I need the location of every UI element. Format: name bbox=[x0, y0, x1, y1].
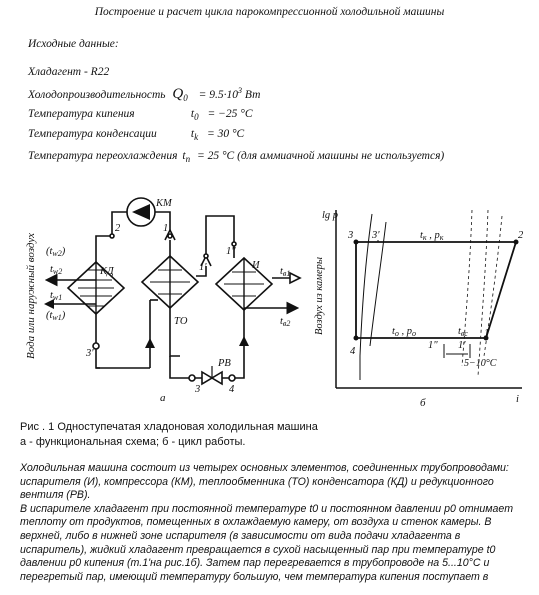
param-cond bbox=[28, 128, 244, 142]
label-pt3: 3 bbox=[348, 230, 354, 241]
figure-caption-line1: Рис . 1 Одноступечатая хладоновая холодильная машина bbox=[20, 421, 318, 433]
label-point-1: 1 bbox=[163, 223, 169, 234]
label-tw1-bracket: (tw1) bbox=[46, 310, 66, 322]
cycle-path bbox=[356, 242, 516, 338]
left-axis-label: Вода или наружный воздух bbox=[25, 233, 37, 359]
label-pt2: 2 bbox=[518, 230, 524, 241]
saturation-liquid-line bbox=[360, 214, 372, 380]
body-line: испарителя (И), компрессора (КМ), теплообменника (ТО) конденсатора (КД) и редукционного bbox=[20, 475, 494, 488]
param-capacity-label: Холодопроизводительность bbox=[28, 89, 166, 101]
body-line: давлении p0 кипения (т.1'на рис.1б). Затем пар перегревается в трубопроводе на 5...10°С и bbox=[20, 557, 490, 570]
label-axis-i: i bbox=[516, 394, 519, 405]
body-line: В испарителе хладагент при постоянной температуре t0 и постоянном давлении p0 отнимает bbox=[20, 502, 514, 515]
body-line: испаритель), жидкий хладагент превращается в сухой насыщенный пар при температуре t0 bbox=[20, 543, 496, 556]
body-line: Холодильная машина состоит из четырех основных элементов, соединенных трубопроводами: bbox=[20, 462, 509, 474]
param-boil-symbol: t bbox=[190, 108, 195, 120]
pipe-3p bbox=[96, 314, 100, 368]
label-km: КМ bbox=[156, 198, 172, 209]
param-capacity-value: = 9.5·10 bbox=[198, 89, 239, 101]
label-pt1: 1 bbox=[484, 328, 490, 339]
page-title: Построение и расчет цикла парокомпрессионной холодильной машины bbox=[94, 6, 445, 18]
label-tk-pk: tк , pк bbox=[420, 230, 444, 242]
right-vertical-label: Воздух из камеры bbox=[314, 256, 325, 336]
label-pt4: 4 bbox=[350, 346, 356, 357]
figure-caption-line2: а - функциональная схема; б - цикл работы. bbox=[20, 436, 246, 448]
param-refrigerant: Хладагент - R22 bbox=[28, 66, 110, 78]
param-capacity-exp: 3 bbox=[238, 86, 243, 95]
param-capacity-sub: 0 bbox=[183, 93, 188, 103]
label-point-1pp: 1" bbox=[226, 246, 236, 257]
refrigeration-figure bbox=[0, 196, 539, 414]
param-cond-value: = 30 °C bbox=[206, 128, 245, 140]
param-cond-sub: k bbox=[194, 132, 199, 142]
param-boil-label: Температура кипения bbox=[28, 108, 135, 120]
label-point-2: 2 bbox=[115, 223, 121, 234]
body-line: перегретый пар, имеющий температуру большую, чем температура кипения поступает в bbox=[20, 570, 489, 583]
label-pt1p: 1' bbox=[458, 340, 466, 351]
label-pt1pp: 1" bbox=[428, 340, 438, 351]
caption-letter-a: а bbox=[160, 392, 166, 404]
body-line: вентиля (РВ). bbox=[20, 489, 91, 502]
label-rv: РВ bbox=[218, 358, 231, 369]
param-capacity bbox=[28, 86, 260, 103]
body-line: теплоту от продуктов, помещенных в охлаждаемую камеру, от воздуха и стенок камеры. В bbox=[20, 516, 492, 529]
initial-data-heading: Исходные данные: bbox=[28, 38, 119, 50]
param-capacity-symbol: Q bbox=[172, 86, 184, 102]
label-kd: КД bbox=[100, 266, 114, 277]
label-range: 5−10°С bbox=[464, 358, 497, 369]
param-subcool-sub: п bbox=[185, 154, 191, 164]
param-subcool-value: = 25 °C (для аммиачной машины не используется) bbox=[196, 150, 445, 162]
label-tw2: tw2 bbox=[50, 264, 63, 276]
label-tw2-bracket: (tw2) bbox=[46, 246, 66, 258]
label-tvc: tвс bbox=[458, 326, 468, 338]
param-cond-label: Температура конденсации bbox=[28, 128, 157, 140]
label-axis-lgp: lg p bbox=[322, 210, 339, 221]
label-point-3p: 3' bbox=[86, 348, 94, 359]
label-i: И bbox=[252, 260, 260, 271]
param-subcool-label: Температура переохлаждения bbox=[28, 150, 178, 162]
param-boil bbox=[28, 108, 253, 122]
param-capacity-unit: Вт bbox=[244, 89, 261, 101]
caption-letter-b: б bbox=[420, 397, 426, 409]
label-tw1: tw1 bbox=[50, 290, 63, 302]
air-in-arrow bbox=[290, 273, 300, 283]
body-paragraph bbox=[20, 462, 530, 584]
label-to: ТО bbox=[174, 316, 188, 327]
param-cond-symbol: t bbox=[190, 128, 195, 140]
label-tv2: tв2 bbox=[280, 316, 291, 328]
label-point-4: 4 bbox=[229, 384, 235, 395]
param-boil-value: = −25 °C bbox=[207, 108, 253, 120]
label-to-po: tо , pо bbox=[392, 326, 417, 338]
param-subcool-symbol: t bbox=[182, 150, 186, 162]
label-pt3p: 3' bbox=[372, 230, 380, 241]
label-point-3: 3 bbox=[195, 384, 201, 395]
param-boil-sub: 0 bbox=[194, 112, 199, 122]
body-line: верхней, либо в нижней зоне испарителя (в зависимости от вида подачи хладагента в bbox=[20, 529, 461, 542]
label-point-1p: 1' bbox=[199, 262, 207, 273]
label-tv1: tв1 bbox=[280, 266, 291, 278]
param-subcool bbox=[28, 150, 444, 164]
